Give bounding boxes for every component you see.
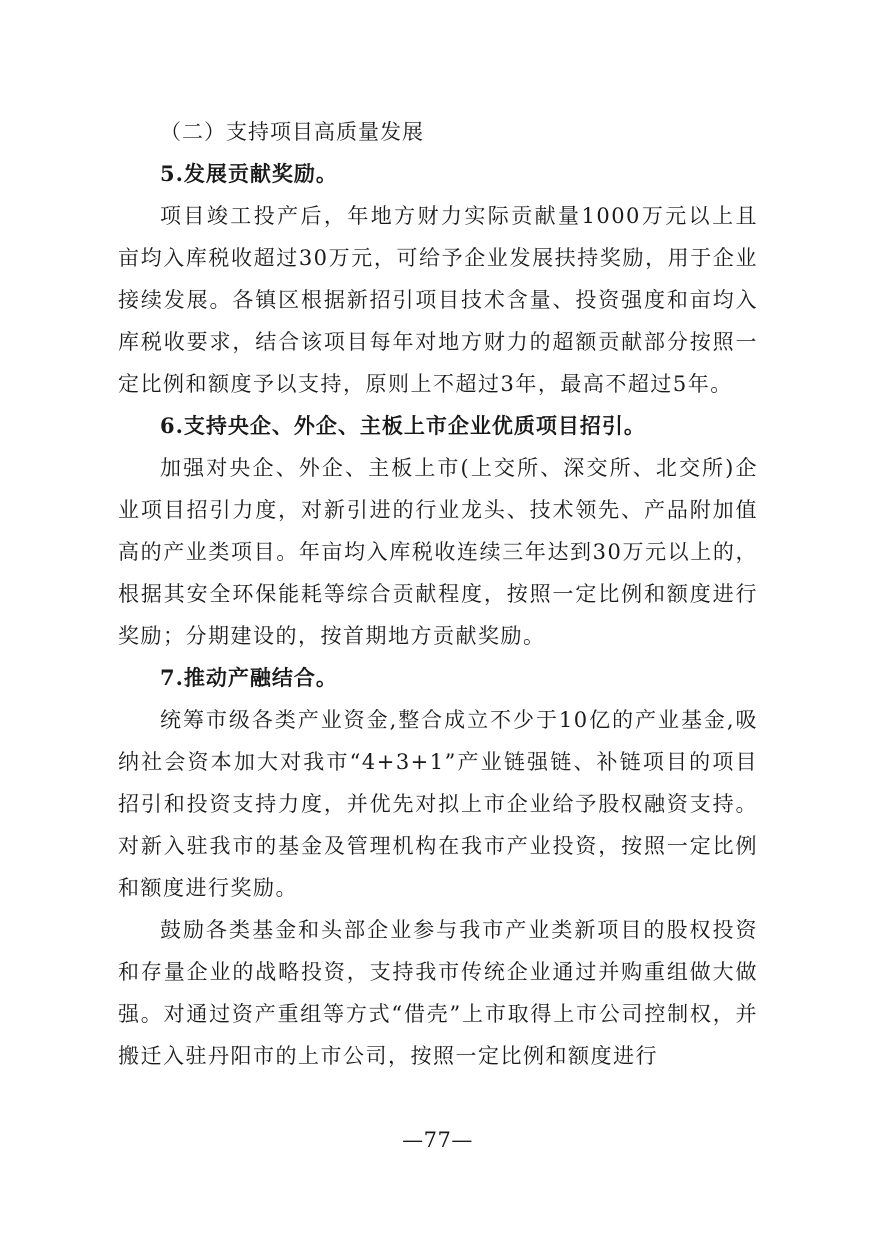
- item-7-heading: 7.推动产融结合。: [160, 665, 338, 690]
- item-7-paragraph-1: 统筹市级各类产业资金,整合成立不少于10亿的产业基金,吸纳社会资本加大对我市“4+3+1”产业链强链、补链项目的项目招引和投资支持力度，并优先对拟上市企业给予股权融资支持。对新入驻我市的基金及管理机构在我市产业投资，按照一定比例和额度进行奖励。: [118, 708, 758, 900]
- item-5-heading: 5.发展贡献奖励。: [160, 161, 338, 186]
- document-body: [118, 111, 758, 1077]
- section-title: （二）支持项目高质量发展: [160, 120, 424, 144]
- item-7-paragraph-2: 鼓励各类基金和头部企业参与我市产业类新项目的股权投资和存量企业的战略投资，支持我市传统企业通过并购重组做大做强。对通过资产重组等方式“借壳”上市取得上市公司控制权，并搬迁入驻丹阳市的上市公司，按照一定比例和额度进行: [118, 918, 758, 1068]
- page-number: —77—: [402, 1128, 473, 1152]
- item-6-heading: 6.支持央企、外企、主板上市企业优质项目招引。: [160, 413, 646, 438]
- item-5-paragraph: 项目竣工投产后，年地方财力实际贡献量1000万元以上且亩均入库税收超过30万元，可给予企业发展扶持奖励，用于企业接续发展。各镇区根据新招引项目技术含量、投资强度和亩均入库税收要求，结合该项目每年对地方财力的超额贡献部分按照一定比例和额度予以支持，原则上不超过3年，最高不超过5年。: [118, 204, 758, 396]
- item-6-paragraph: 加强对央企、外企、主板上市(上交所、深交所、北交所)企业项目招引力度，对新引进的行业龙头、技术领先、产品附加值高的产业类项目。年亩均入库税收连续三年达到30万元以上的，根据其安全环保能耗等综合贡献程度，按照一定比例和额度进行奖励；分期建设的，按首期地方贡献奖励。: [118, 456, 758, 648]
